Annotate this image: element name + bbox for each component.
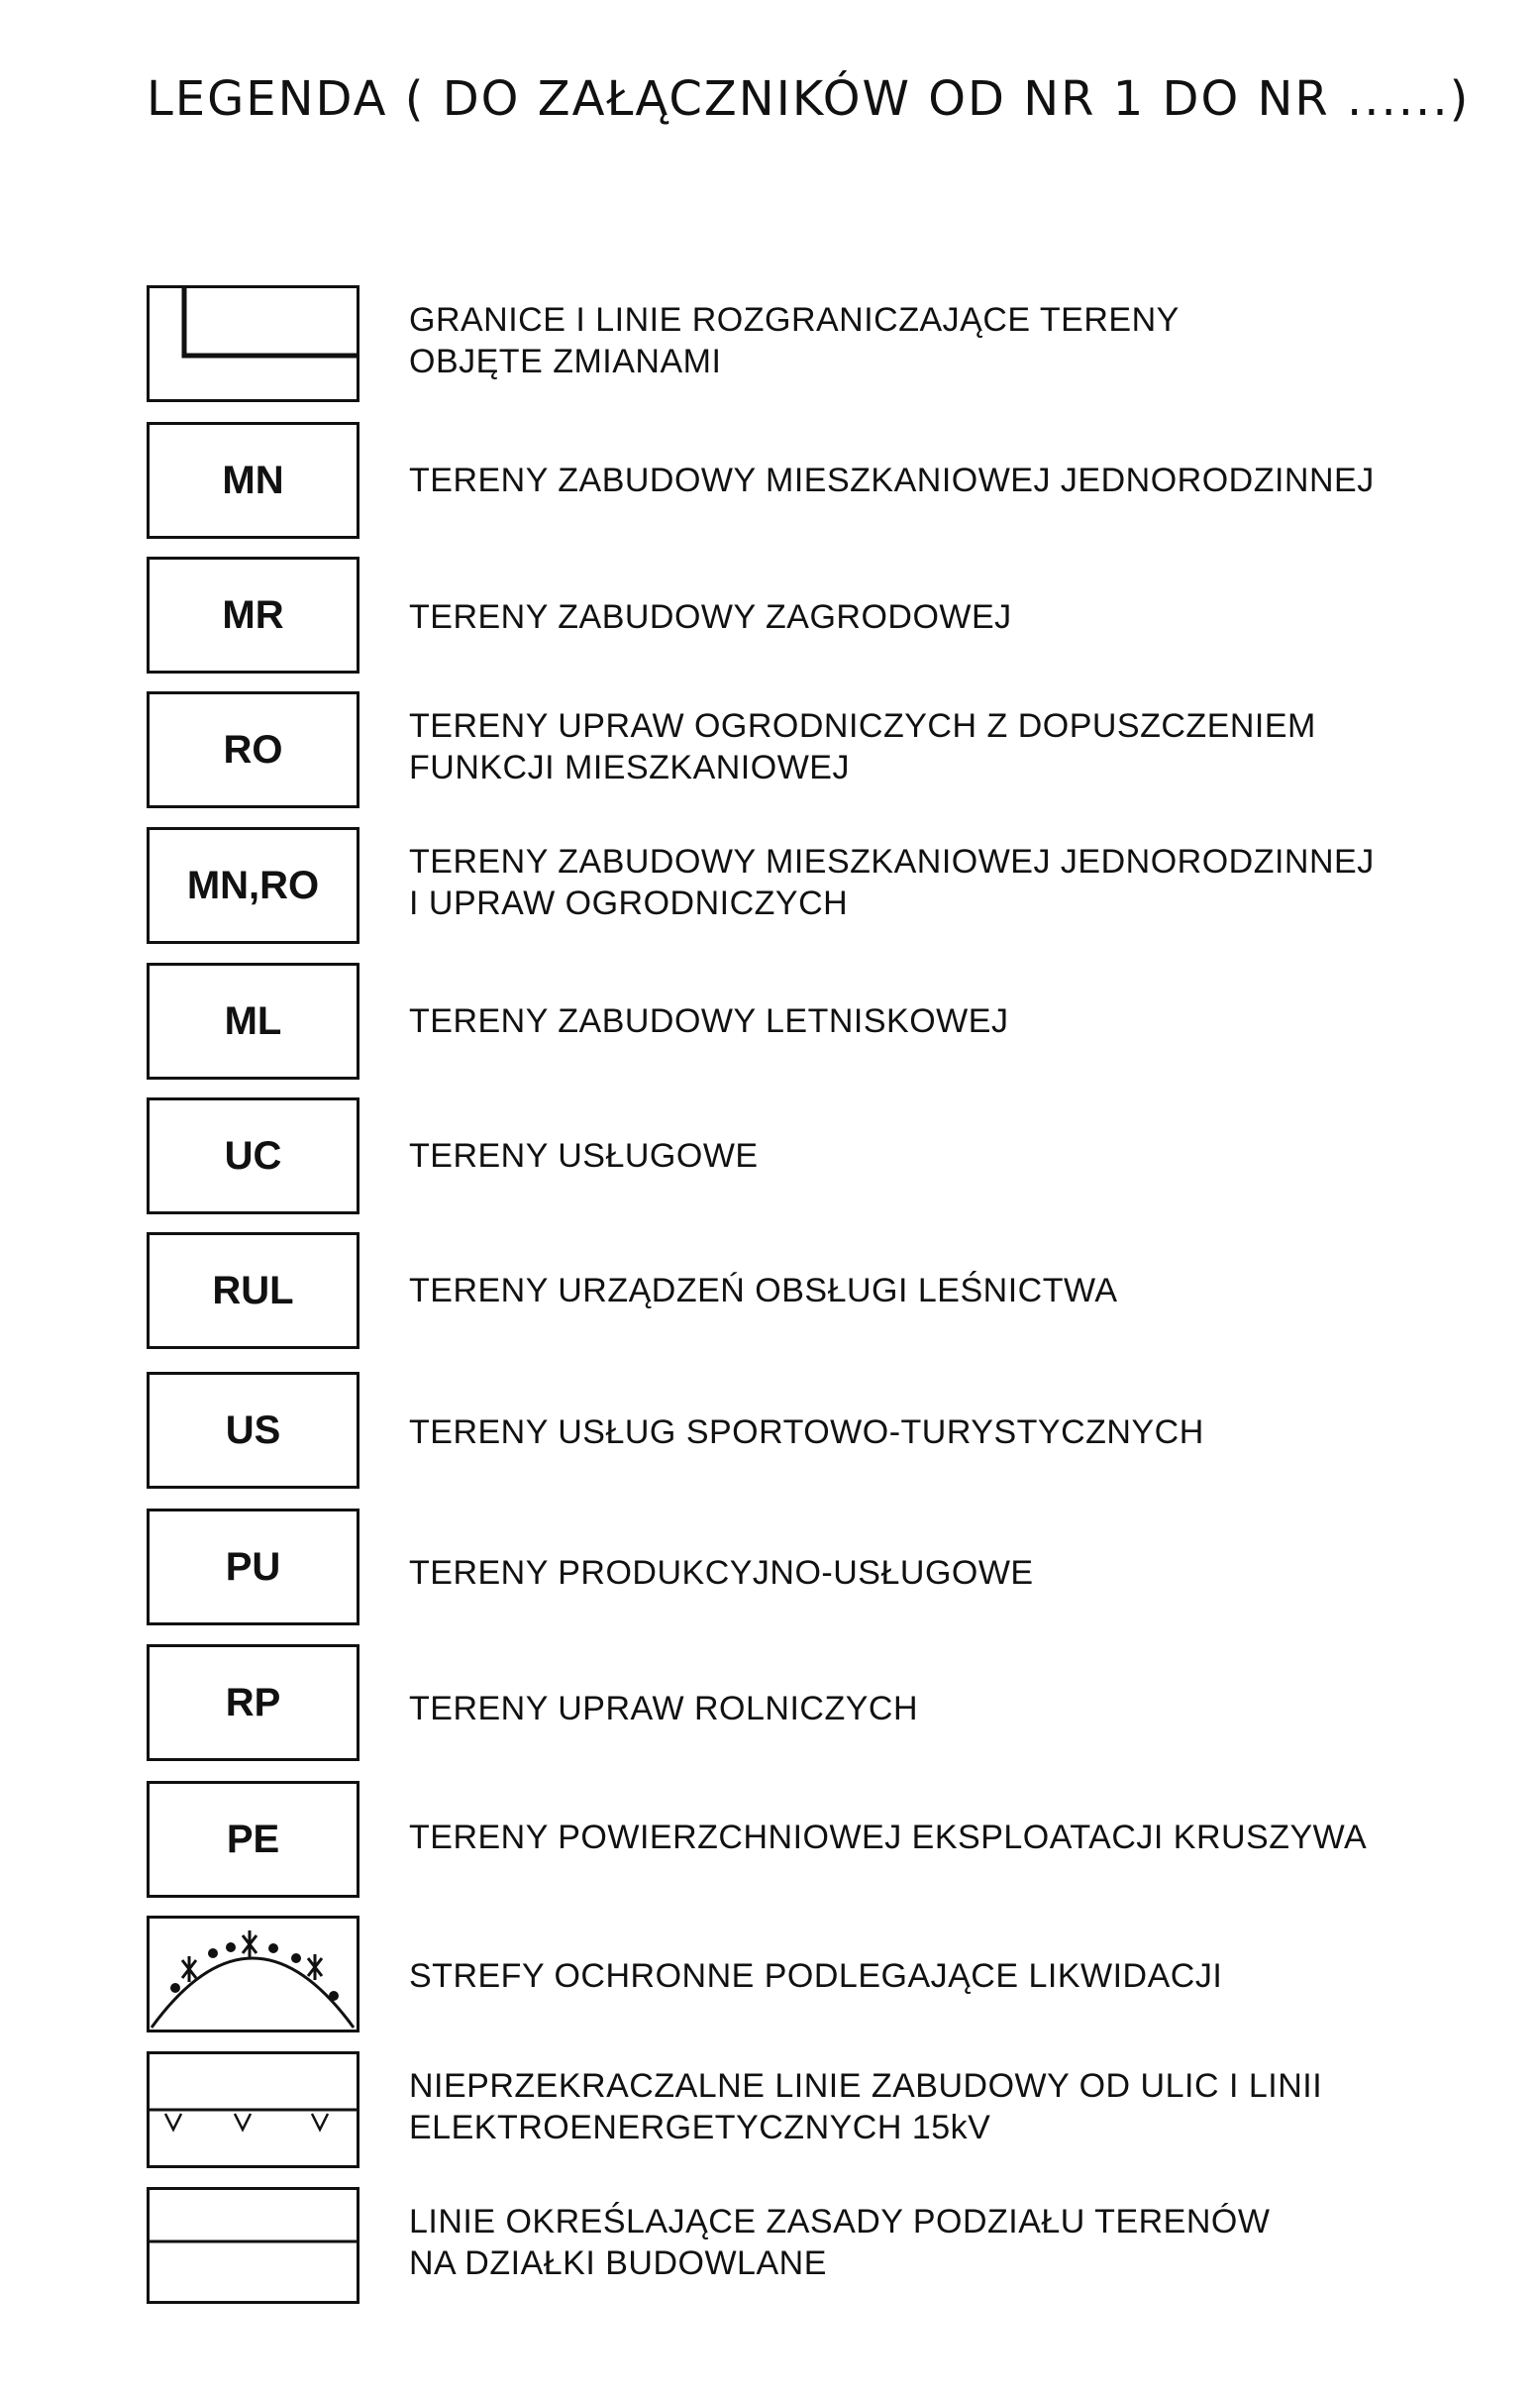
legend-description: STREFY OCHRONNE PODLEGAJĄCE LIKWIDACJI	[409, 1957, 1223, 1995]
legend-description: NIEPRZEKRACZALNE LINIE ZABUDOWY OD ULIC I LINII ELEKTROENERGETYCZNYCH 15kV	[409, 2067, 1323, 2146]
legend-description: TERENY PRODUKCYJNO-USŁUGOWE	[409, 1554, 1034, 1592]
code-box	[147, 1232, 359, 1349]
legend-description: TERENY ZABUDOWY ZAGRODOWEJ	[409, 598, 1012, 636]
zone-code: MN	[222, 458, 284, 502]
legend-description: TERENY USŁUG SPORTOWO-TURYSTYCZNYCH	[409, 1413, 1204, 1451]
legend-description: LINIE OKREŚLAJĄCE ZASADY PODZIAŁU TERENÓW NA DZIAŁKI BUDOWLANE	[409, 2203, 1271, 2282]
building-line-symbol	[147, 2051, 359, 2168]
legend-description: TERENY UPRAW ROLNICZYCH	[409, 1690, 918, 1727]
code-box	[147, 557, 359, 674]
division-line-symbol	[147, 2187, 359, 2304]
legend-description: TERENY POWIERZCHNIOWEJ EKSPLOATACJI KRUSZYWA	[409, 1819, 1368, 1856]
legend-row-mn	[147, 422, 1493, 539]
legend-row-rul	[147, 1232, 1493, 1349]
legend-row-building-line	[147, 2051, 1493, 2168]
protection-zone-arc-icon	[150, 1919, 357, 2030]
zone-code: RP	[225, 1680, 281, 1724]
zone-code: PE	[226, 1817, 280, 1861]
code-box	[147, 1372, 359, 1489]
legend-description: GRANICE I LINIE ROZGRANICZAJĄCE TERENY OBJĘTE ZMIANAMI	[409, 301, 1180, 380]
legend-description: TERENY URZĄDZEŃ OBSŁUGI LEŚNICTWA	[409, 1272, 1118, 1309]
zone-code: ML	[224, 998, 282, 1043]
code-box	[147, 963, 359, 1080]
legend-row-boundary	[147, 285, 1493, 402]
zone-code: MR	[222, 592, 284, 637]
legend-row-uc	[147, 1097, 1493, 1214]
code-box	[147, 1644, 359, 1761]
protection-zone-symbol	[147, 1916, 359, 2032]
page-title: LEGENDA ( DO ZAŁĄCZNIKÓW OD NR 1 DO NR ......)	[147, 71, 1471, 127]
legend-row-mn-ro	[147, 827, 1493, 944]
code-box	[147, 1781, 359, 1898]
boundary-line-icon	[150, 288, 357, 399]
legend-description: TERENY ZABUDOWY MIESZKANIOWEJ JEDNORODZINNEJ	[409, 462, 1375, 499]
code-box	[147, 827, 359, 944]
legend-description: TERENY UPRAW OGRODNICZYCH Z DOPUSZCZENIEM FUNKCJI MIESZKANIOWEJ	[409, 707, 1316, 786]
zone-code: UC	[224, 1133, 282, 1178]
code-box	[147, 422, 359, 539]
legend-row-pu	[147, 1509, 1493, 1625]
legend-description: TERENY ZABUDOWY MIESZKANIOWEJ JEDNORODZINNEJ I UPRAW OGRODNICZYCH	[409, 843, 1375, 922]
legend-row-ml	[147, 963, 1493, 1080]
building-line-icon	[150, 2054, 357, 2165]
legend-row-pe	[147, 1781, 1493, 1898]
legend-row-rp	[147, 1644, 1493, 1761]
legend-row-protection-zone	[147, 1916, 1493, 2032]
legend-row-us	[147, 1372, 1493, 1489]
zone-code: MN,RO	[186, 863, 320, 907]
division-line-icon	[150, 2190, 357, 2301]
legend-row-division-line	[147, 2187, 1493, 2304]
zone-code: US	[225, 1407, 281, 1452]
zone-code: RO	[223, 727, 283, 772]
legend-description: TERENY ZABUDOWY LETNISKOWEJ	[409, 1002, 1009, 1040]
legend-description: TERENY USŁUGOWE	[409, 1137, 759, 1175]
zone-code: RUL	[212, 1268, 294, 1312]
legend-row-ro	[147, 691, 1493, 808]
code-box	[147, 1509, 359, 1625]
boundary-line-symbol	[147, 285, 359, 402]
zone-code: PU	[225, 1544, 281, 1589]
code-box	[147, 691, 359, 808]
code-box	[147, 1097, 359, 1214]
legend-row-mr	[147, 557, 1493, 674]
